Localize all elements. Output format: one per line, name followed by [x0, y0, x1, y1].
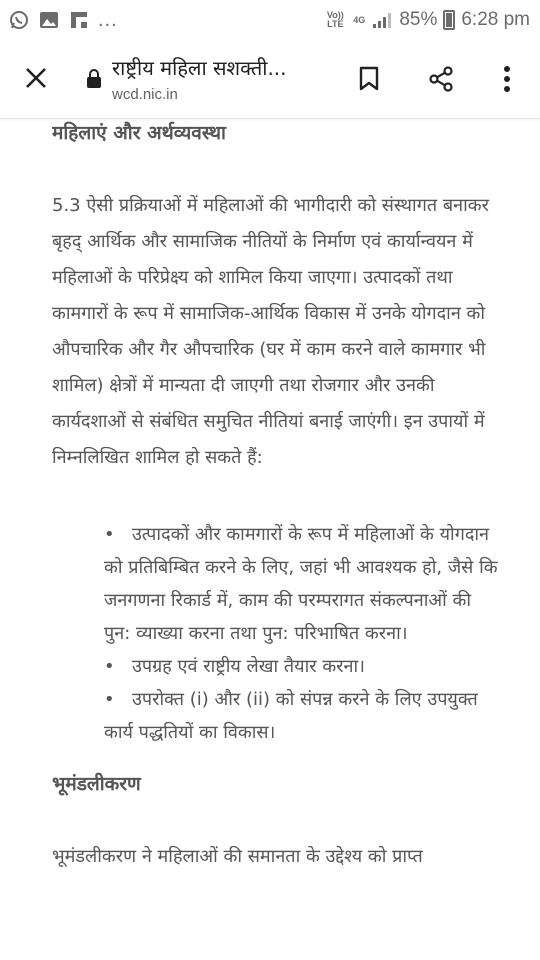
- more-vert-icon: [503, 65, 511, 93]
- clock: 6:28 pm: [461, 9, 530, 30]
- list-item: [104, 650, 502, 683]
- gallery-icon: [38, 9, 60, 31]
- signal-icon: [371, 9, 393, 31]
- list-item-text: उत्पादकों और कामगारों के रूप में महिलाओं के योगदान को प्रतिबिम्बित करने के लिए, जहां भी आवश्यक हो, जैसे कि जनगणना रिकार्ड में, काम की परम्परागत संकल्पनाओं की पुन: व्याख्या करना तथा पुन: परिभाषित करना।: [104, 524, 498, 644]
- bullet-icon: •: [104, 656, 115, 677]
- paragraph-globalization: भूमंडलीकरण ने महिलाओं की समानता के उद्देश्य को प्राप्त: [52, 846, 423, 867]
- article-content: [52, 118, 502, 960]
- measures-list: [52, 518, 502, 749]
- list-item: [104, 683, 502, 749]
- whatsapp-icon: [8, 9, 30, 31]
- more-notifications: ...: [98, 9, 118, 31]
- status-right: [323, 8, 530, 32]
- bookmark-icon: [358, 66, 380, 92]
- bookmark-button[interactable]: [352, 62, 386, 96]
- list-item-text: उपग्रह एवं राष्ट्रीय लेखा तैयार करना।: [132, 656, 365, 677]
- section-heading-globalization: भूमंडलीकरण: [52, 773, 141, 795]
- share-icon: [427, 65, 455, 93]
- page-title: राष्ट्रीय महिला सशक्ती...: [112, 56, 287, 80]
- status-left: [8, 8, 118, 32]
- list-item: [104, 518, 502, 650]
- flipboard-icon: [68, 9, 90, 31]
- bullet-icon: •: [104, 689, 115, 710]
- battery-percent: 85%: [399, 9, 438, 30]
- section-heading-women-economy: महिलाएं और अर्थव्यवस्था: [52, 122, 226, 144]
- list-item-text: उपरोक्त (i) और (ii) को संपन्न करने के लिए उपयुक्त कार्य पद्धतियों का विकास।: [104, 689, 478, 743]
- overflow-menu-button[interactable]: [490, 62, 524, 96]
- browser-toolbar: [0, 40, 540, 119]
- network-type: 4G: [353, 14, 366, 25]
- paragraph-5-3: 5.3 ऐसी प्रक्रियाओं में महिलाओं की भागीदारी को संस्थागत बनाकर बृहद् आर्थिक और सामाजिक नीतियों के निर्माण एवं कार्यान्वयन में महिलाओं के परिप्रेक्ष्य को शामिल किया जाएगा। उत्पादकों तथा कामगारों के रूप में सामाजिक-आर्थिक विकास में उनके योगदान को औपचारिक और गैर औपचारिक (घर में काम करने वाले कामगार भी शामिल) क्षेत्रों में मान्यता दी जाएगी तथा रोजगार और उनकी कार्यदशाओं से संबंधित समुचित नीतियां बनाई जाएंगी। इन उपायों में निम्नलिखित शामिल हो सकते हैं:: [52, 195, 489, 468]
- volte-label: Vo)) LTE: [326, 10, 344, 29]
- bullet-icon: •: [104, 524, 115, 545]
- lock-icon: [86, 69, 102, 89]
- status-bar: [0, 0, 540, 40]
- close-icon: [25, 67, 47, 89]
- battery-icon: [443, 10, 455, 30]
- share-button[interactable]: [424, 62, 458, 96]
- page-url: wcd.nic.in: [112, 86, 178, 103]
- close-button[interactable]: [18, 60, 54, 96]
